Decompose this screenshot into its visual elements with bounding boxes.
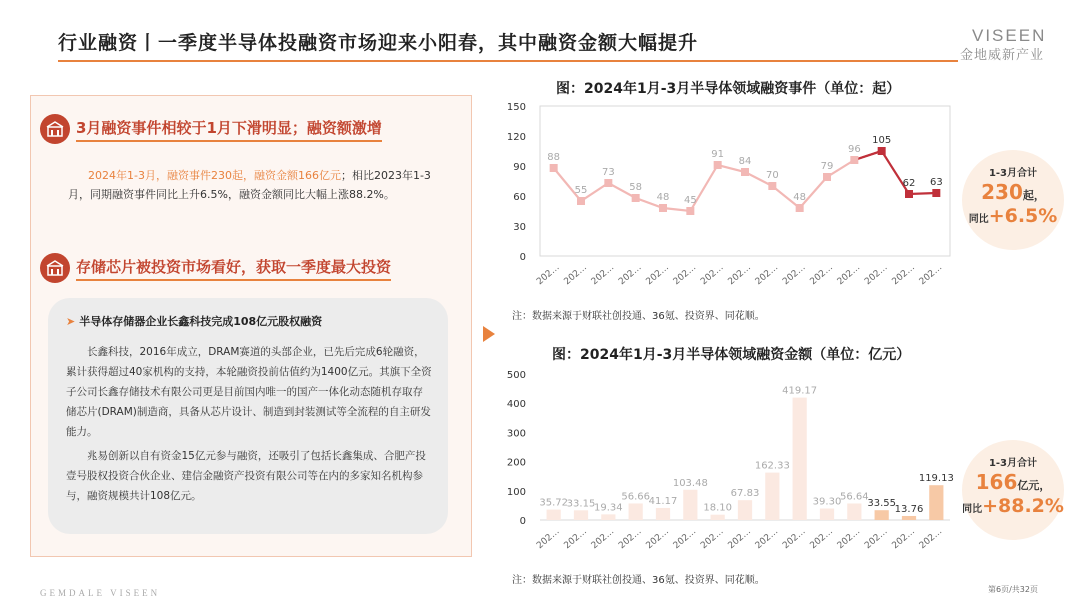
- chart1-x-tick-label: 202…: [835, 262, 863, 288]
- chart2-y-tick-label: 100: [506, 486, 526, 498]
- chart1-point: [577, 197, 585, 205]
- chart2-x-tick-label: 202…: [617, 526, 644, 552]
- section1-heading: [40, 114, 382, 144]
- chart1-point: [796, 204, 804, 212]
- chart1-series-line-2023: [554, 160, 855, 211]
- chart1-data-label: 88: [547, 152, 561, 163]
- section1-title: 3月融资事件相较于1月下滑明显；融资额激增: [76, 117, 382, 142]
- chart2-y-tick-label: 200: [506, 457, 526, 469]
- chart2-x-tick-label: 202…: [671, 526, 699, 552]
- chart2-bar-chart: [500, 364, 960, 564]
- chart1-data-label: 63: [929, 177, 943, 188]
- chart1-x-tick-label: 202…: [589, 262, 617, 288]
- chart1-point: [932, 189, 940, 197]
- chart1-x-tick-label: 202…: [808, 262, 835, 288]
- chart2-data-label: 19.34: [594, 502, 623, 514]
- chart2-bar: [902, 516, 916, 520]
- chart2-data-label: 103.48: [672, 477, 708, 489]
- chart1-y-tick-label: 60: [513, 192, 526, 203]
- chart1-y-tick-label: 120: [506, 132, 526, 143]
- chart2-data-label: 33.15: [566, 498, 596, 510]
- chart2-x-tick-label: 202…: [562, 526, 589, 552]
- news-card-body: [66, 342, 432, 506]
- chart2-x-tick-label: 202…: [808, 526, 835, 552]
- chart1-x-tick-label: 202…: [617, 262, 644, 288]
- chart1-point: [714, 161, 722, 169]
- chart1-y-tick-label: 150: [506, 102, 526, 113]
- chart2-bar: [656, 508, 670, 520]
- section2-title: 存储芯片被投资市场看好，获取一季度最大投资: [76, 256, 391, 281]
- chart2-bar: [683, 490, 697, 520]
- chart1-data-label: 73: [601, 167, 615, 178]
- chart1-plot-frame: [540, 106, 950, 256]
- chart1-x-tick-label: 202…: [753, 262, 781, 288]
- chart2-x-tick-label: 202…: [917, 526, 945, 552]
- chart2-data-label: 18.10: [703, 502, 732, 514]
- chart1-summary-bubble: [962, 150, 1064, 250]
- title-underline: [58, 60, 958, 62]
- news-card-title-text: 半导体存储器企业长鑫科技完成108亿元股权融资: [79, 315, 323, 328]
- chart2-data-label: 119.13: [918, 473, 954, 485]
- chart1-data-label: 96: [847, 144, 861, 155]
- logo-text-cn: 金地威新产业: [960, 48, 1045, 63]
- chart1-x-tick-label: 202…: [562, 262, 589, 288]
- chart2-x-tick-label: 202…: [753, 526, 781, 552]
- chart2-data-label: 41.17: [648, 495, 678, 507]
- chart2-data-label: 35.72: [539, 497, 568, 509]
- section1-highlight: 2024年1-3月，融资事件230起，融资金额166亿元: [88, 169, 341, 182]
- chart1-data-label: 70: [765, 170, 779, 181]
- footer-brand: GEMDALE VISEEN: [40, 588, 161, 598]
- chart2-x-tick-label: 202…: [781, 526, 808, 552]
- chart2-y-tick-label: 300: [506, 428, 526, 440]
- chart1-point: [632, 194, 640, 202]
- chart2-data-label: 56.64: [840, 491, 869, 503]
- chart2-data-label: 33.55: [867, 498, 896, 510]
- chart2-yoy-label: 同比: [962, 504, 983, 515]
- chart1-x-tick-label: 202…: [917, 262, 945, 288]
- chart1-point: [850, 156, 858, 164]
- chart2-title: 图：2024年1月-3月半导体领域融资金额（单位：亿元）: [552, 347, 911, 363]
- chart1-x-tick-label: 202…: [699, 262, 726, 288]
- chart1-data-label: 79: [820, 161, 834, 172]
- chart2-summary-label: 1-3月合计: [988, 458, 1038, 469]
- chart2-bar: [847, 503, 861, 520]
- chart1-summary-value: 230: [981, 180, 1023, 204]
- chart2-yoy-value: +88.2%: [982, 495, 1064, 517]
- chart1-y-tick-label: 0: [519, 252, 526, 263]
- chart1-point: [686, 207, 694, 215]
- chart2-x-tick-label: 202…: [644, 526, 671, 552]
- chart2-data-label: 67.83: [730, 488, 760, 500]
- chart2-x-tick-label: 202…: [890, 526, 917, 552]
- triangle-bullet-icon: ➤: [66, 315, 76, 328]
- chart1-x-tick-label: 202…: [671, 262, 699, 288]
- chart1-x-tick-label: 202…: [726, 262, 753, 288]
- chart2-data-label: 56.66: [621, 491, 650, 503]
- chart2-summary-bubble: [962, 440, 1064, 540]
- chart1-source-note: 注：数据来源于财联社创投通、36氪、投资界、同花顺。: [512, 311, 765, 322]
- news-card-p1: 长鑫科技，2016年成立，DRAM赛道的头部企业，已先后完成6轮融资，累计获得超过40家机构的支持，本轮融资投前估值约为1400亿元。其旗下全资子公司长鑫存储技术有限公司更是目前国内唯一的国产一体化动态随机存取存储芯片(DRAM)制造商，具备从芯片设计、制造到封装测试等全流程的自主研发能力。: [66, 346, 432, 438]
- chart2-summary-unit: 亿元，: [1017, 479, 1051, 492]
- chart2-bar: [738, 500, 752, 520]
- section2-heading: [40, 253, 391, 283]
- chart2-bar: [793, 398, 807, 520]
- chart1-point: [878, 147, 886, 155]
- chart1-point: [768, 182, 776, 190]
- chart1-data-label: 91: [711, 149, 725, 160]
- chart1-y-tick-label: 30: [513, 222, 526, 233]
- chart1-summary-unit: 起，: [1022, 189, 1045, 202]
- chart2-x-tick-label: 202…: [589, 526, 617, 552]
- chart2-y-tick-label: 400: [506, 399, 526, 411]
- chart1-x-tick-label: 202…: [781, 262, 808, 288]
- chart1-point: [823, 173, 831, 181]
- chart2-data-label: 162.33: [754, 460, 790, 472]
- chart1-x-tick-label: 202…: [644, 262, 671, 288]
- chart2-bar: [820, 509, 834, 520]
- chart1-line-chart: [500, 96, 960, 300]
- chart1-x-tick-label: 202…: [863, 262, 890, 288]
- chart1-data-label: 84: [738, 156, 752, 167]
- chart1-data-label: 105: [872, 135, 892, 146]
- page-title: 行业融资丨一季度半导体投融资市场迎来小阳春，其中融资金额大幅提升: [58, 32, 699, 54]
- chart1-point: [905, 190, 913, 198]
- chart1-summary-label: 1-3月合计: [988, 168, 1038, 179]
- chart1-point: [741, 168, 749, 176]
- chart1-x-tick-label: 202…: [890, 262, 917, 288]
- page-number: 第6页/共32页: [988, 585, 1038, 594]
- arrow-right-icon: [483, 326, 495, 342]
- chart2-summary-value: 166: [975, 470, 1018, 494]
- chart2-source-note: 注：数据来源于财联社创投通、36氪、投资界、同花顺。: [512, 575, 765, 586]
- chart2-x-tick-label: 202…: [535, 526, 562, 552]
- chart1-series-line-2024: [854, 151, 936, 194]
- news-card-title: [66, 313, 322, 329]
- chart2-bar: [601, 514, 615, 520]
- chart1-data-label: 58: [629, 182, 643, 193]
- chart1-y-tick-label: 90: [513, 162, 526, 173]
- chart2-x-tick-label: 202…: [835, 526, 863, 552]
- chart2-y-tick-label: 0: [519, 516, 526, 527]
- chart1-point: [659, 204, 667, 212]
- chart1-data-label: 48: [656, 192, 670, 203]
- section1-rest: ；相比2023年1-3月，同期融资事件同比上升6.5%，融资金额同比大幅上涨88.2%。: [68, 169, 431, 201]
- chart2-bar: [629, 503, 643, 520]
- chart1-data-label: 62: [902, 178, 916, 189]
- building-icon: [40, 253, 70, 283]
- chart2-bar: [875, 510, 889, 520]
- chart2-data-label: 419.17: [782, 385, 818, 397]
- logo-text-en: VISEEN: [972, 26, 1047, 45]
- chart2-bar: [547, 510, 561, 520]
- section1-paragraph: [68, 166, 448, 204]
- chart1-data-label: 48: [793, 192, 807, 203]
- chart1-title: 图：2024年1月-3月半导体领域融资事件（单位：起）: [556, 81, 901, 97]
- chart1-x-tick-label: 202…: [535, 262, 562, 288]
- chart2-bar: [711, 515, 725, 520]
- chart1-point: [550, 164, 558, 172]
- chart1-yoy-label: 同比: [968, 214, 989, 225]
- building-icon: [40, 114, 70, 144]
- chart1-yoy-value: +6.5%: [988, 205, 1058, 227]
- chart1-point: [604, 179, 612, 187]
- chart2-x-tick-label: 202…: [726, 526, 753, 552]
- chart2-x-tick-label: 202…: [863, 526, 890, 552]
- chart1-data-label: 55: [574, 185, 588, 196]
- chart2-bar: [929, 485, 943, 520]
- chart2-bar: [574, 510, 588, 520]
- chart2-y-tick-label: 500: [506, 370, 526, 381]
- chart2-x-tick-label: 202…: [699, 526, 726, 552]
- news-card-p2: 兆易创新以自有资金15亿元参与融资，还吸引了包括长鑫集成、合肥产投壹号股权投资合伙企业、建信金融资产投资有限公司等在内的多家知名机构参与，融资规模共计108亿元。: [66, 450, 426, 502]
- chart2-data-label: 13.76: [894, 503, 924, 515]
- chart2-data-label: 39.30: [812, 496, 842, 508]
- chart2-bar: [765, 473, 779, 520]
- chart1-data-label: 45: [683, 195, 697, 206]
